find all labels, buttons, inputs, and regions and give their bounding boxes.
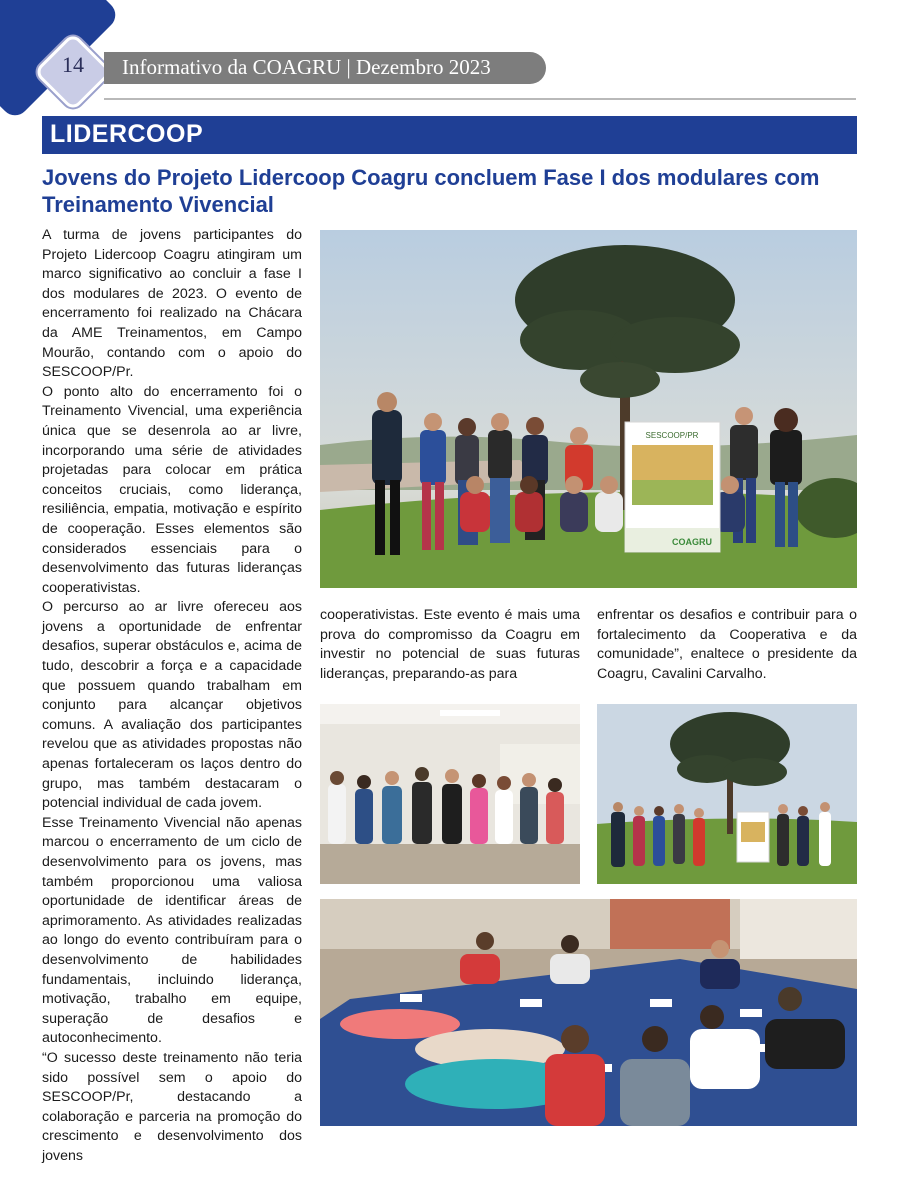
paragraph: enfrentar os desafios e contribuir para o fortalecimento da Cooperativa e da comunidade”, enaltece o presidente da Coagru, Cavalini Carvalho. [597, 607, 857, 682]
indoor-circle-illustration [320, 704, 580, 884]
indoor-circle-photo [320, 704, 580, 884]
group-photo-small [597, 704, 857, 884]
group-photo-illustration [320, 230, 857, 588]
paragraph: O percurso ao ar livre ofereceu aos jovens a oportunidade de enfrentar desafios, superar obstáculos e, acima de tudo, descobrir a força e a capacidade que possuem quando trabalham em conjunto para alcançar objetivos comuns. A avaliação dos participantes revelou que as atividades propostas não apenas fortaleceram os laços dentro do grupo, mas também destacaram o potencial individual de cada jovem. [42, 599, 302, 812]
article-column-3 [597, 606, 857, 684]
paragraph: cooperativistas. Este evento é mais uma prova do compromisso da Coagru em investir no potencial de suas futuras lideranças, preparando-as para [320, 607, 580, 682]
page-number: 14 [62, 52, 84, 77]
header-divider [104, 98, 856, 100]
article-column-1 [42, 226, 302, 1167]
paragraph: A turma de jovens participantes do Projeto Lidercoop Coagru atingiram um marco significativo ao concluir a fase I dos modulares de 2023. O evento de encerramento foi realizado na Chácara da AME Treinamentos, em Campo Mourão, contando com o apoio do SESCOOP/Pr. [42, 227, 302, 381]
article-column-2 [320, 606, 580, 684]
floor-activity-illustration [320, 899, 857, 1126]
floor-activity-photo [320, 899, 857, 1126]
banner-brand-bottom: COAGRU [672, 537, 712, 547]
paragraph: “O sucesso deste treinamento não teria sido possível sem o apoio do SESCOOP/Pr, destacando a colaboração e parceria na promoção do crescimento e desenvolvimento dos jovens [42, 1049, 302, 1164]
publication-title: Informativo da COAGRU | Dezembro 2023 [122, 55, 491, 79]
section-title: LIDERCOOP [50, 120, 204, 148]
group-photo-outdoor [320, 230, 857, 588]
coagru-banner [625, 422, 720, 552]
group-small-illustration [597, 704, 857, 884]
paragraph: O ponto alto do encerramento foi o Treinamento Vivencial, uma experiência única que se desenrola ao ar livre, incorporando uma série de atividades projetadas para colocar em prática conceitos cruciais, como liderança, resiliência, empatia, motivação e espírito de cooperação. Esses elementos são considerados essenciais para o desenvolvimento das futuras lideranças cooperativistas. [42, 383, 302, 596]
banner-brand-top: SESCOOP/PR [645, 431, 699, 440]
article-headline: Jovens do Projeto Lidercoop Coagru concluem Fase I dos modulares com Treinamento Vivencial [42, 165, 820, 217]
paragraph: Esse Treinamento Vivencial não apenas marcou o encerramento de um ciclo de desenvolvimento para os jovens, mas também proporcionou uma valiosa oportunidade de identificar áreas de aprimoramento. As atividades realizadas ao longo do evento contribuíram para o desenvolvimento de habilidades fundamentais, incluindo liderança, motivação, trabalho em equipe, superação de desafios e autoconhecimento. [42, 814, 302, 1047]
